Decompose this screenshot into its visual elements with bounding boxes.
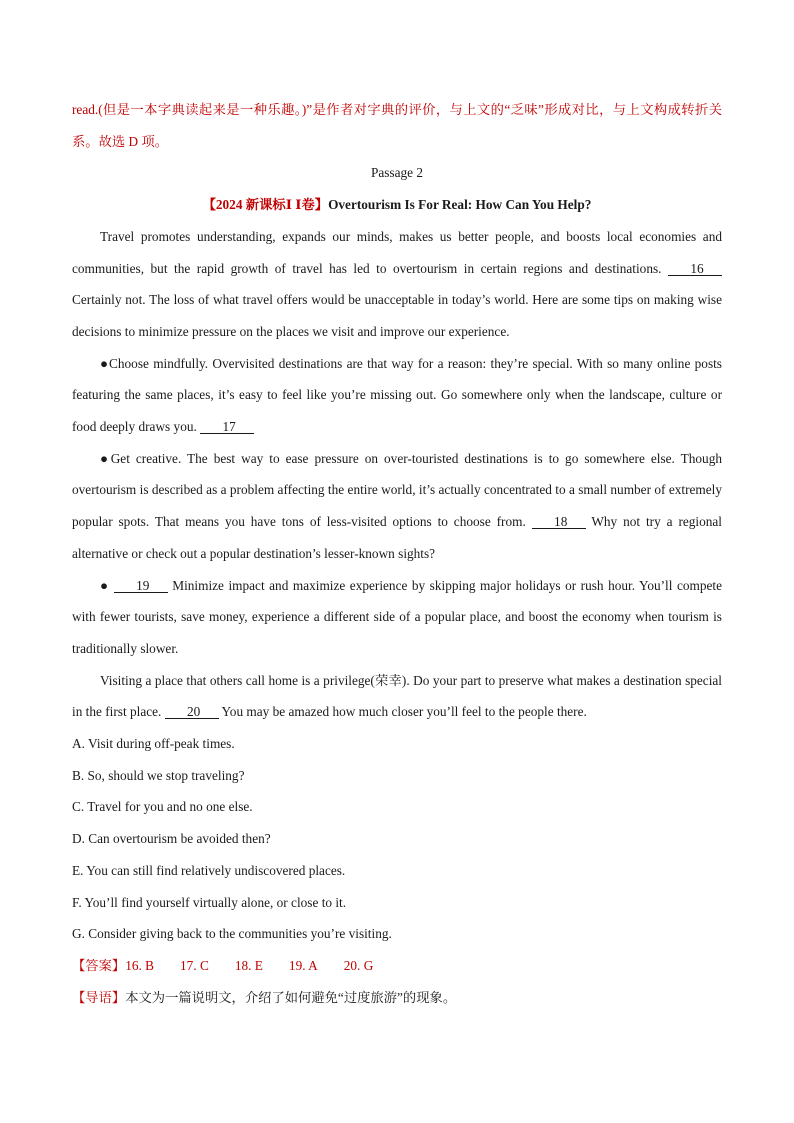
article-title: Overtourism Is For Real: How Can You Help?: [328, 197, 592, 213]
guide-label: 【导语】: [72, 989, 126, 1005]
answer-item: 17. C: [180, 957, 209, 973]
guide-text: 本文为一篇说明文，介绍了如何避免“过度旅游”的现象。: [125, 989, 457, 1005]
exam-source-tag: 【2024 新课标Ⅰ Ⅰ卷】: [202, 197, 329, 213]
option-e: E. You can still find relatively undiscovered places.: [72, 862, 346, 878]
paragraph-text: Get creative. The best way to ease pressure on over-touristed destinations is to go somewhere else. Though overtourism is described as a problem affecting the entire world, it’s actually concentrated to a small number of extremely popular spots. That means you have tons of less-visited options to choose from.: [72, 450, 722, 530]
answer-blank-20: 20: [165, 705, 219, 719]
option-f: F. You’ll find yourself virtually alone, or close to it.: [72, 894, 347, 910]
answer-key: [72, 950, 722, 982]
passage-heading: Passage 2: [370, 165, 424, 181]
paragraph-text: Why not try a regional alternative or check out a popular destination’s lesser-known sights?: [72, 514, 723, 561]
answer-blank-18: 18: [532, 515, 586, 529]
answer-item: 20. G: [343, 957, 374, 973]
bullet-icon: ●: [100, 577, 110, 593]
option-b: B. So, should we stop traveling?: [72, 767, 245, 783]
paragraph-text: Certainly not. The loss of what travel offers would be unacceptable in today’s world. Here are some tips on making wise decisions to minimize pressure on the places we visit and improve our experience.: [72, 292, 722, 339]
answer-blank-16: 16: [668, 262, 722, 276]
previous-explanation: read.(但是一本字典读起来是一种乐趣。)”是作者对字典的评价，与上文的“乏味”形成对比，与上文构成转折关系。故选 D 项。: [72, 102, 722, 149]
paragraph-text: Travel promotes understanding, expands our minds, makes us better people, and boosts local economies and communities, but the rapid growth of travel has led to overtourism in certain regions and destinations.: [72, 228, 722, 276]
bullet-icon: ●: [100, 355, 110, 371]
answer-blank-19: 19: [114, 579, 168, 593]
bullet-icon: ●: [100, 450, 111, 466]
paragraph-text: You may be amazed how much closer you’ll feel to the people there.: [221, 704, 587, 720]
option-d: D. Can overtourism be avoided then?: [72, 831, 271, 847]
paragraph-1: [72, 221, 722, 348]
page-content: [72, 94, 722, 1013]
paragraph-2: [72, 348, 722, 443]
answer-label: 【答案】: [72, 957, 126, 973]
answer-item: 16. B: [125, 957, 155, 973]
paragraph-text: Visiting a place that others call home is a privilege(荣幸). Do your part to preserve what makes a destination special in the first place.: [72, 672, 722, 720]
guide-note: [72, 982, 722, 1014]
answer-item: 18. E: [234, 957, 263, 973]
answer-blank-17: 17: [200, 420, 254, 434]
paragraph-3: [72, 443, 722, 570]
paragraph-text: Minimize impact and maximize experience by skipping major holidays or rush hour. You’ll compete with fewer tourists, save money, experience a different side of a popular place, and boost the economy when tourism is traditionally slower.: [72, 577, 722, 656]
option-g: G. Consider giving back to the communities you’re visiting.: [72, 926, 392, 942]
option-c: C. Travel for you and no one else.: [72, 799, 253, 815]
paragraph-4: [72, 570, 722, 665]
passage-title: [72, 189, 722, 221]
paragraph-5: [72, 665, 722, 728]
answer-item: 19. A: [288, 957, 318, 973]
option-a: A. Visit during off-peak times.: [72, 736, 235, 752]
paragraph-text: Choose mindfully. Overvisited destinations are that way for a reason: they’re special. With so many online posts featuring the same places, it’s easy to feel like you’re missing out. Go somewhere only when the landscape, culture or food deeply draws you.: [72, 355, 722, 435]
